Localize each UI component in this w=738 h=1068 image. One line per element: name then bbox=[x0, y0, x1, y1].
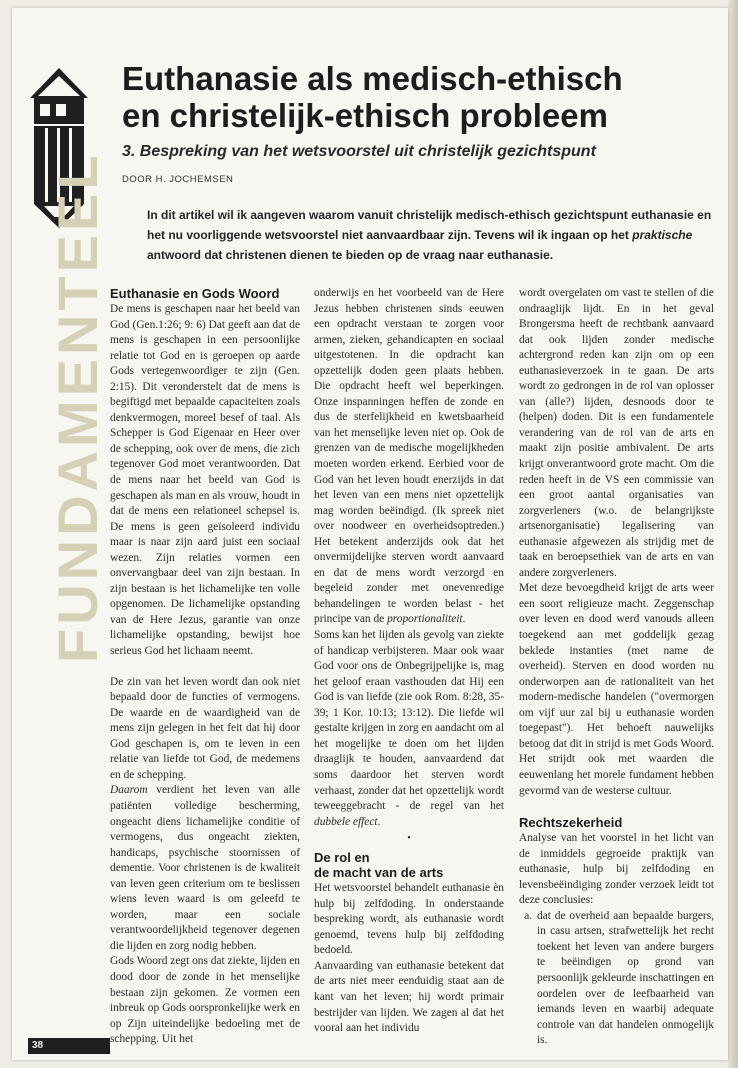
col2-p2-text-a: Soms kan het lijden als gevolg van ziekte of handicap verbijsteren. Maar ook waar God voor ons de Onbegrijpelijke is, mag het geloof eraan vasthouden dat Hij een God is van liefde (zie ook Rom. 8:28, 35-39; 1 Kor. 10:13; 13:12). Die liefde wil gestalte krijgen in zorg en aandacht om al het mogelijke te doen om het lijden draaglijk te houden, aanvaardend dat soms daardoor het sterven wordt verhaast, zonder dat het opzettelijk wordt teweeggebracht - de regel van het bbox=[314, 629, 504, 813]
col3-paragraph-3: Analyse van het voorstel in het licht van de inmiddels gegroeide praktijk van euthanasie, hulp bij zelfdoding en levensbeëindiging zonder verzoek leidt tot deze conclusies: bbox=[519, 832, 714, 907]
heading-rechtszekerheid: Rechtszekerheid bbox=[519, 815, 623, 831]
heading-line-1: De rol en bbox=[314, 850, 370, 866]
col3-paragraph-2: Met deze bevoegdheid krijgt de arts weer een soort religieuze macht. Zeggenschap over leven en dood werd vanouds alleen toegekend aan met goddelijk gezag beklede instanties (met name de overheid). Sterven en dood worden nu onderworpen aan de rationaliteit van het modern-medische handelen ("overmorgen om vijf uur zal bij u euthanasie worden toegepast"). Het behoeft nauwelijks betoog dat dit in strijd is met Gods Woord. Het strijdt ook met waarden die eeuwenlang het morele fundament hebben gevormd van de westerse cultuur. bbox=[519, 582, 714, 797]
title-line-1: Euthanasie als medisch-ethisch bbox=[122, 60, 623, 97]
col2-paragraph-2 bbox=[314, 628, 504, 830]
magazine-page bbox=[12, 8, 728, 1060]
page-number: 38 bbox=[28, 1038, 110, 1054]
section-tag: FUNDAMENTEEL bbox=[46, 151, 109, 663]
col1-p3-text: verdient het leven van alle patiënten volledige bescherming, ongeacht diens lichamelijke conditie of vermogens, dus ongeacht ziekten, handicaps, psychische stoornissen of dementie. Voor christenen is de kwaliteit van leven geen criterium om te beslissen wiens leven waard is om geleefd te worden, maar een sociale verantwoordelijkheid tegenover degenen die lijden en zorg nodig hebben. bbox=[110, 784, 300, 952]
col2-paragraph-4: Aanvaarding van euthanasie betekent dat de arts niet meer eenduidig staat aan de kant van het leven; hij wordt primair bestrijder van lijden. We zagen al dat het vooral aan het individu bbox=[314, 959, 504, 1035]
intro-text-b: antwoord dat christenen dienen te bieden op de vraag naar euthanasie. bbox=[147, 248, 554, 262]
col2-paragraph-1 bbox=[314, 286, 504, 628]
col1-paragraph-4: Gods Woord zegt ons dat ziekte, lijden en dood door de zonde in het menselijke bestaan zijn gekomen. Ze vormen een inbreuk op Gods oorspronkelijke werk en op Zijn uiteindelijke bedoeling met de schepping. Uit het bbox=[110, 955, 300, 1046]
col2-p1-text-b: . bbox=[462, 613, 466, 626]
conclusions-list bbox=[519, 909, 714, 1049]
heading-euthanasie-en-gods-woord: Euthanasie en Gods Woord bbox=[110, 286, 280, 301]
intro-paragraph bbox=[147, 205, 715, 265]
column-3 bbox=[519, 286, 714, 1049]
col2-p1-emphasis: proportionaliteit bbox=[387, 613, 463, 626]
intro-text-a: In dit artikel wil ik aangeven waarom vanuit christelijk medisch-ethisch gezichtspunt euthanasie en het nu voorliggende wetsvoorstel niet aanvaardbaar zijn. Tevens wil ik ingaan op het bbox=[147, 208, 712, 242]
article-title bbox=[122, 60, 623, 134]
heading-line-2: de macht van de arts bbox=[314, 865, 444, 881]
col2-p2-emphasis: dubbele effect bbox=[314, 815, 378, 828]
col3-paragraph-1: wordt overgelaten om vast te stellen of die ondraaglijk lijdt. En in het geval Brongersma heeft de rechtbank aanvaard dat ook lijden zonder medische achtergrond reden kan zijn om op een euthanasieverzoek in te gaan. De arts wordt zo gedrongen in de rol van oplosser van (alle?) lijden, desnoods door te (helpen) doden. Dit is een fundamentele verandering van de rol van de arts en maakt zijn positie ambivalent. De arts krijgt onverantwoord grote macht. Om die reden heeft in de VS een commissie van een groot aantal organisaties van zorgverleners (w.o. de belangrijkste artsenorganisatie) legalisering van euthanasie afgewezen als strijdig met de taak en beroepsethiek van de arts en van andere zorgverleners. bbox=[519, 287, 714, 579]
article-subtitle: 3. Bespreking van het wetsvoorstel uit christelijk gezichtspunt bbox=[122, 143, 596, 160]
list-item: a. dat de overheid aan bepaalde burgers, in casu artsen, strafwettelijk het recht toekent het leven van andere burgers te beëindigen op grond van persoonlijk gekleurde inschattingen en oordelen over de leefbaarheid van iemands leven en waarbij adequate controle van dat handelen onmogelijk is. bbox=[535, 909, 714, 1049]
col2-paragraph-3: Het wetsvoorstel behandelt euthanasie èn hulp bij zelfdoding. In onderstaande bespreking wordt, als euthanasie wordt genoemd, tevens hulp bij zelfdoding bedoeld. bbox=[314, 882, 504, 957]
col1-paragraph-3 bbox=[110, 783, 300, 954]
title-line-2: en christelijk-ethisch probleem bbox=[122, 97, 608, 134]
col1-paragraph-2: De zin van het leven wordt dan ook niet bepaald door de functies of vermogens. De waarde en de waardigheid van de mens zijn gelegen in het feit dat hij door God geschapen is, om te leven in een relatie van liefde tot God, de medemens en de schepping. bbox=[110, 675, 300, 781]
col2-p1-text-a: onderwijs en het voorbeeld van de Here Jezus hebben christenen sinds eeuwen een opdracht verstaan te zorgen voor armen, zieken, gehandicapten en sociaal uitgestotenen. In die opdracht kan opzettelijk doden geen plaats hebben. Die opdracht heeft wel beperkingen. Onze inspanningen heffen de zonde en dus de sterfelijkheid en kwetsbaarheid van het menselijke leven niet op. Ook de grenzen van de medische mogelijkheden moeten worden erkend. Eerbied voor de God van het leven houdt enerzijds in dat het leven van een mens niet opzettelijk mag worden beëindigd. (Ik spreek niet over noodweer en overheidsoptreden.) Het betekent anderzijds ook dat het onvermijdelijke sterven wordt aanvaard en dat de mens wordt verzorgd en begeleid zonder met onevenredige behandelingen te worden belast - het principe van de bbox=[314, 287, 504, 626]
col2-p2-text-b: . bbox=[377, 815, 381, 828]
col1-p3-emphasis: Daarom bbox=[110, 784, 148, 797]
page-edge-shadow bbox=[728, 0, 738, 1068]
heading-rol-en-macht-arts bbox=[314, 850, 504, 880]
byline: DOOR H. JOCHEMSEN bbox=[122, 174, 234, 185]
col1-paragraph-1: De mens is geschapen naar het beeld van God (Gen.1:26; 9: 6) Dat geeft aan dat de mens is geschapen in een persoonlijke relatie tot God en is geroepen op aarde Gods vertegenwoordiger te zijn (Gen. 2:15). Dit veronderstelt dat de mens is begiftigd met bepaalde capaciteiten zoals denkvermogen, moreel besef of taal. Als Schepper is God Eigenaar en Heer over de schepping, ook over de mens, die zich tegenover God moet verantwoorden. Dat de mens naar het beeld van God is geschapen als man en als vrouw, houdt in dat de mens een relationeel schepsel is. De mens is geen geïsoleerd individu maar is naar zijn aard juist een sociaal wezen. Zijn relaties vormen een onvervangbaar deel van zijn bestaan. In zijn bestaan is het lichamelijke ten volle opgenomen. De lichamelijke opstanding van de Here Jezus, garantie van onze lichamelijke opstanding, bewijst hoe serieus God het lichaam neemt. bbox=[110, 303, 300, 658]
column-1 bbox=[110, 286, 300, 1048]
intro-emphasis: praktische bbox=[632, 228, 693, 242]
column-2 bbox=[314, 286, 504, 1037]
separator-dot: • bbox=[407, 833, 411, 845]
